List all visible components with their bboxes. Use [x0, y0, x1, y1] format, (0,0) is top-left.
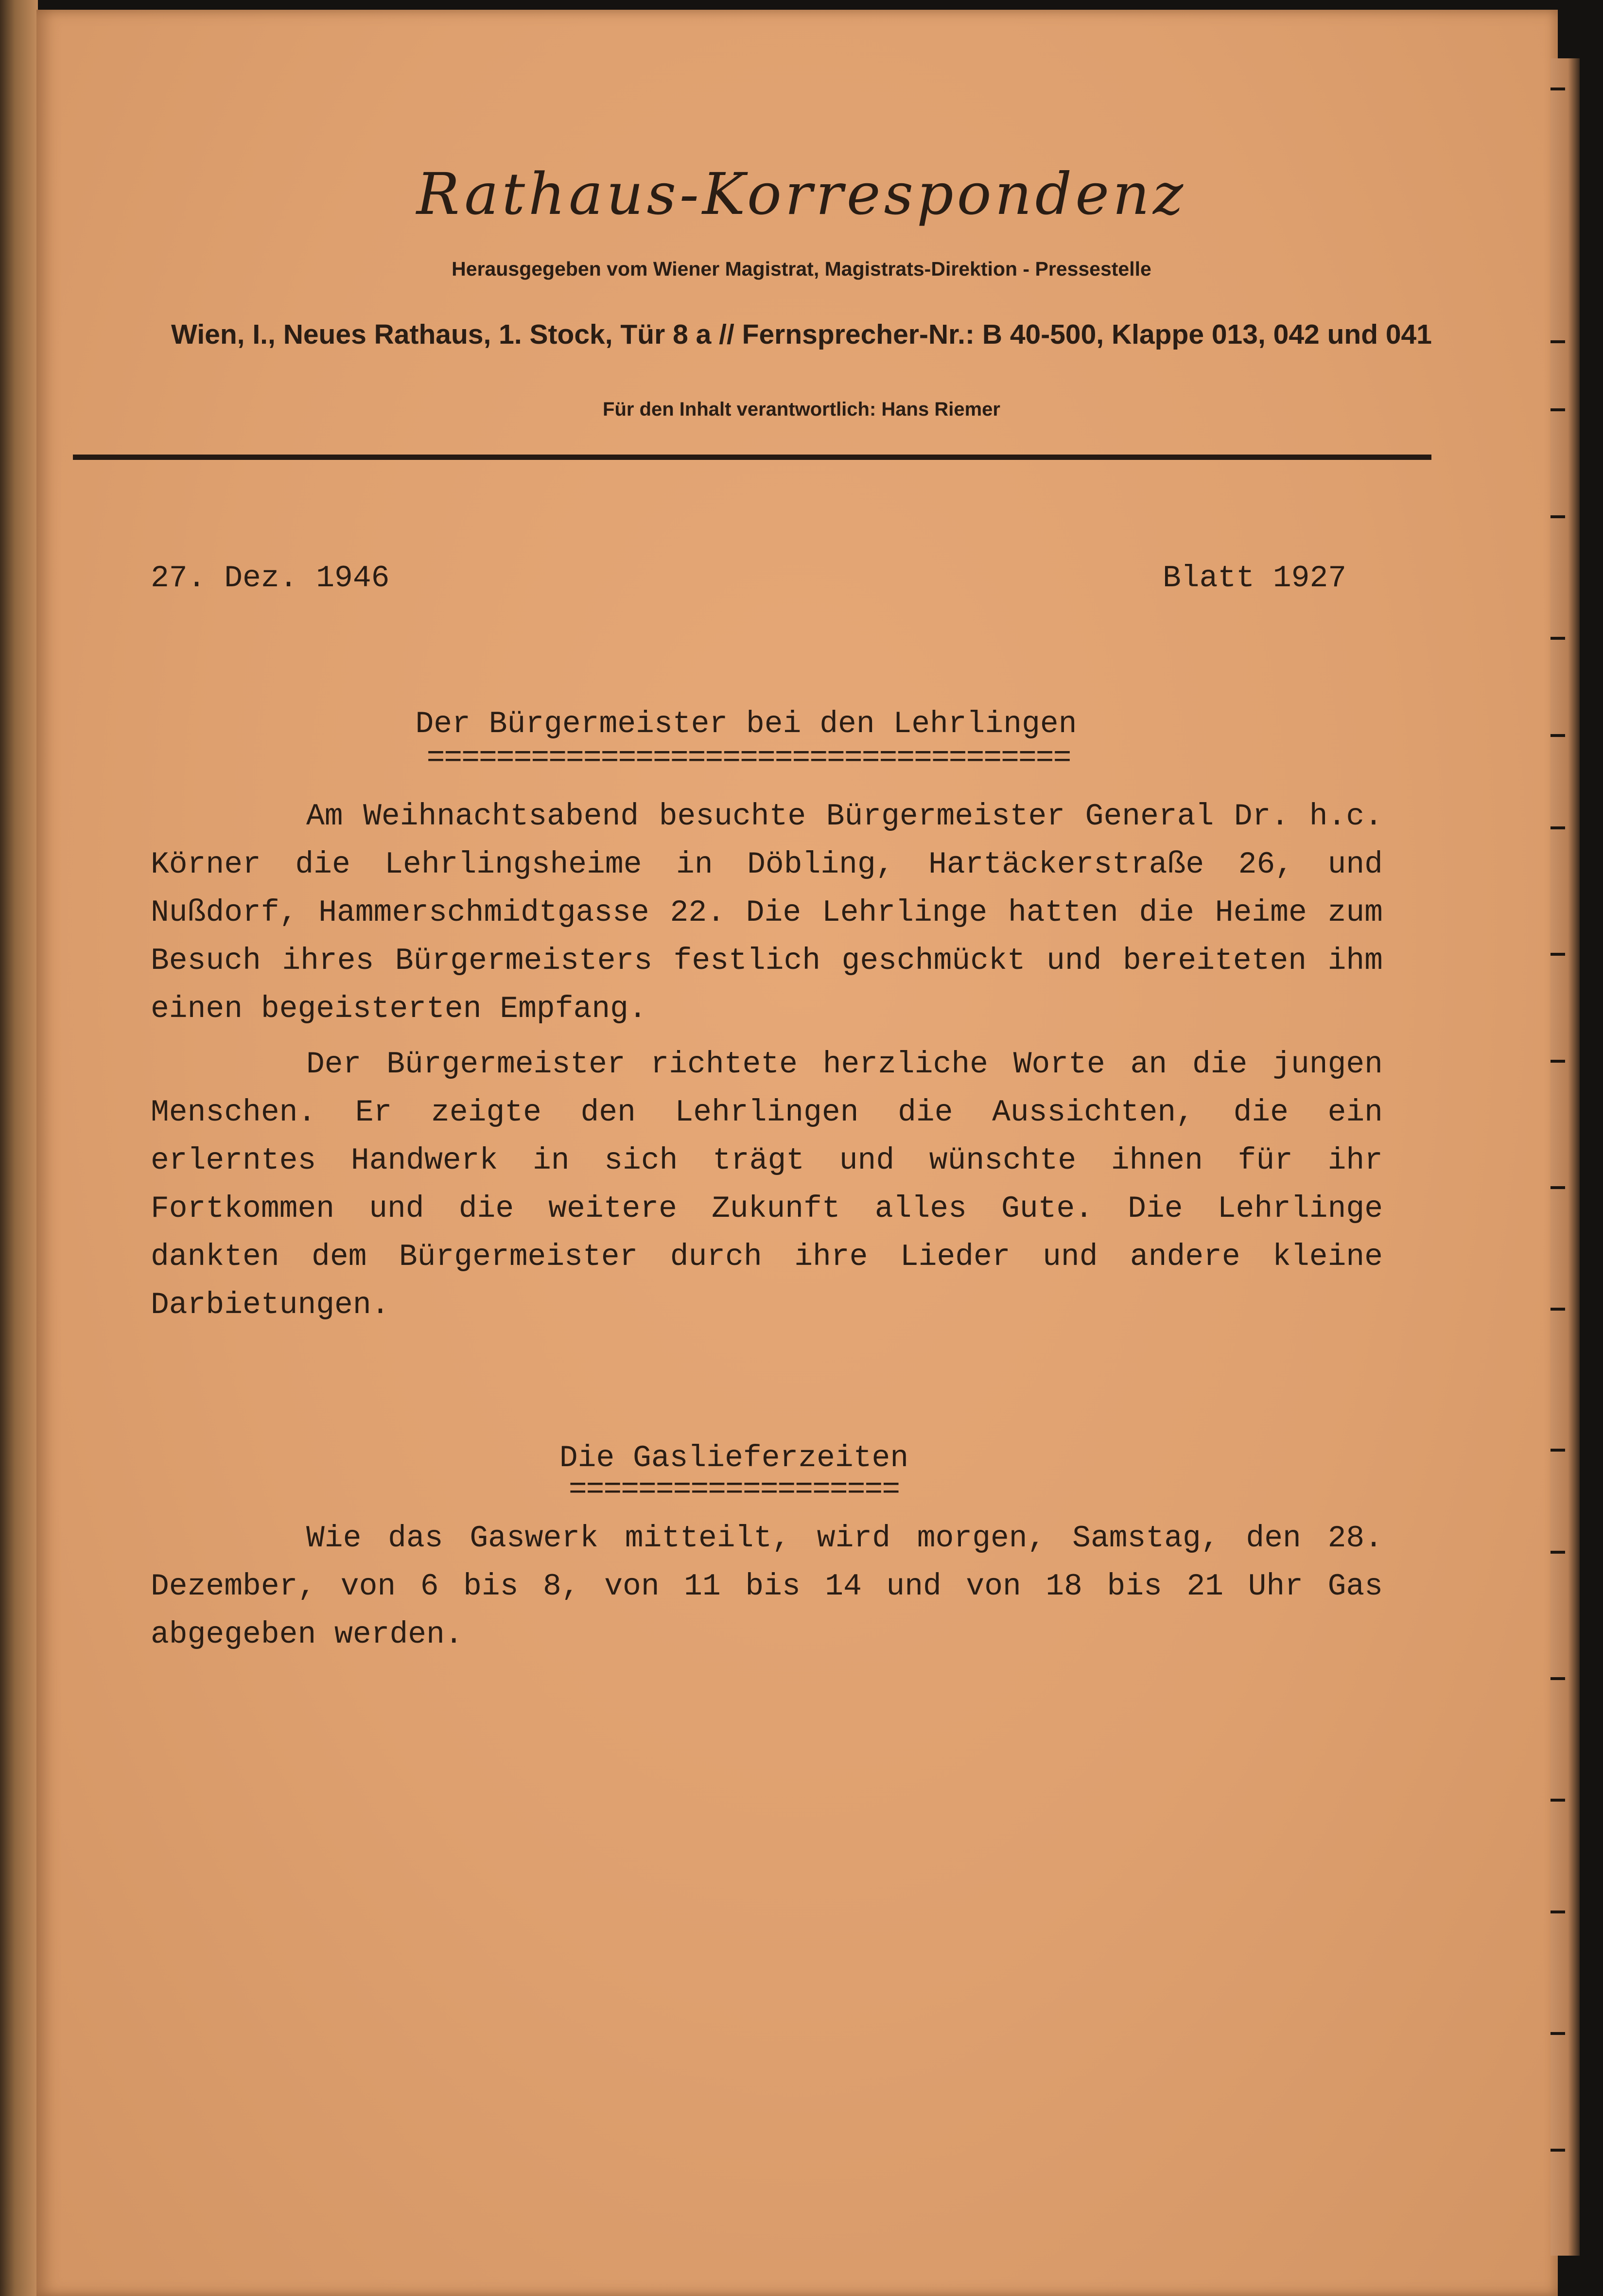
dateline: 27. Dez. 1946 [151, 561, 390, 596]
tab-mark [1551, 734, 1565, 737]
tab-mark [1551, 1551, 1565, 1554]
tab-mark [1551, 1799, 1565, 1802]
masthead-address: Wien, I., Neues Rathaus, 1. Stock, Tür 8 a // Fernsprecher-Nr.: B 40-500, Klappe 013, 042 und 041 [171, 319, 1432, 350]
tab-mark [1551, 826, 1565, 829]
article-paragraph: Der Bürgermeister richtete herzliche Worte an die jungen Menschen. Er zeigte den Lehrlingen die Aussichten, die ein erlerntes Handwerk in sich trägt und wünschte ihnen für ihr Fortkommen und die weitere Zukunft alles Gute. Die Lehrlinge dankten dem Bürgermeister durch ihre Lieder und andere kleine Darbietungen. [151, 1047, 1383, 1322]
tab-mark [1551, 1449, 1565, 1452]
article-paragraph: Am Weihnachtsabend besuchte Bürgermeister General Dr. h.c. Körner die Lehrlingsheime in Döbling, Hartäckerstraße 26, und Nußdorf, Hammerschmidtgasse 22. Die Lehrlinge hatten die Heime zum Besuch ihres Bürgermeisters festlich geschmückt und bereiteten ihm einen begeisterten Empfang. [151, 799, 1383, 1026]
tab-mark [1551, 2032, 1565, 2035]
masthead-title: Rathaus-Korrespondenz [416, 160, 1187, 228]
tab-mark [1551, 1186, 1565, 1189]
tab-mark [1551, 953, 1565, 956]
binding-edge [1551, 58, 1580, 2256]
tab-mark [1551, 637, 1565, 640]
tab-mark [1551, 1910, 1565, 1913]
masthead-publisher: Herausgegeben vom Wiener Magistrat, Magistrats-Direktion - Pressestelle [452, 258, 1151, 280]
heading-underline: =================== [568, 1472, 900, 1507]
tab-mark [1551, 2149, 1565, 2152]
masthead-rule [73, 455, 1431, 460]
heading-underline: ===================================== [426, 741, 1071, 775]
sheet-number: Blatt 1927 [1163, 561, 1347, 596]
article-heading: Die Gaslieferzeiten [559, 1441, 909, 1475]
tab-mark [1551, 1060, 1565, 1063]
masthead-responsible: Für den Inhalt verantwortlich: Hans Riemer [603, 399, 1000, 420]
article-heading: Der Bürgermeister bei den Lehrlingen [415, 707, 1077, 741]
tab-mark [1551, 88, 1565, 90]
article-paragraph: Wie das Gaswerk mitteilt, wird morgen, Samstag, den 28. Dezember, von 6 bis 8, von 11 bis 14 und von 18 bis 21 Uhr Gas abgegeben werden. [151, 1521, 1383, 1652]
tab-mark [1551, 515, 1565, 518]
tab-mark [1551, 1308, 1565, 1311]
tab-mark [1551, 1677, 1565, 1680]
